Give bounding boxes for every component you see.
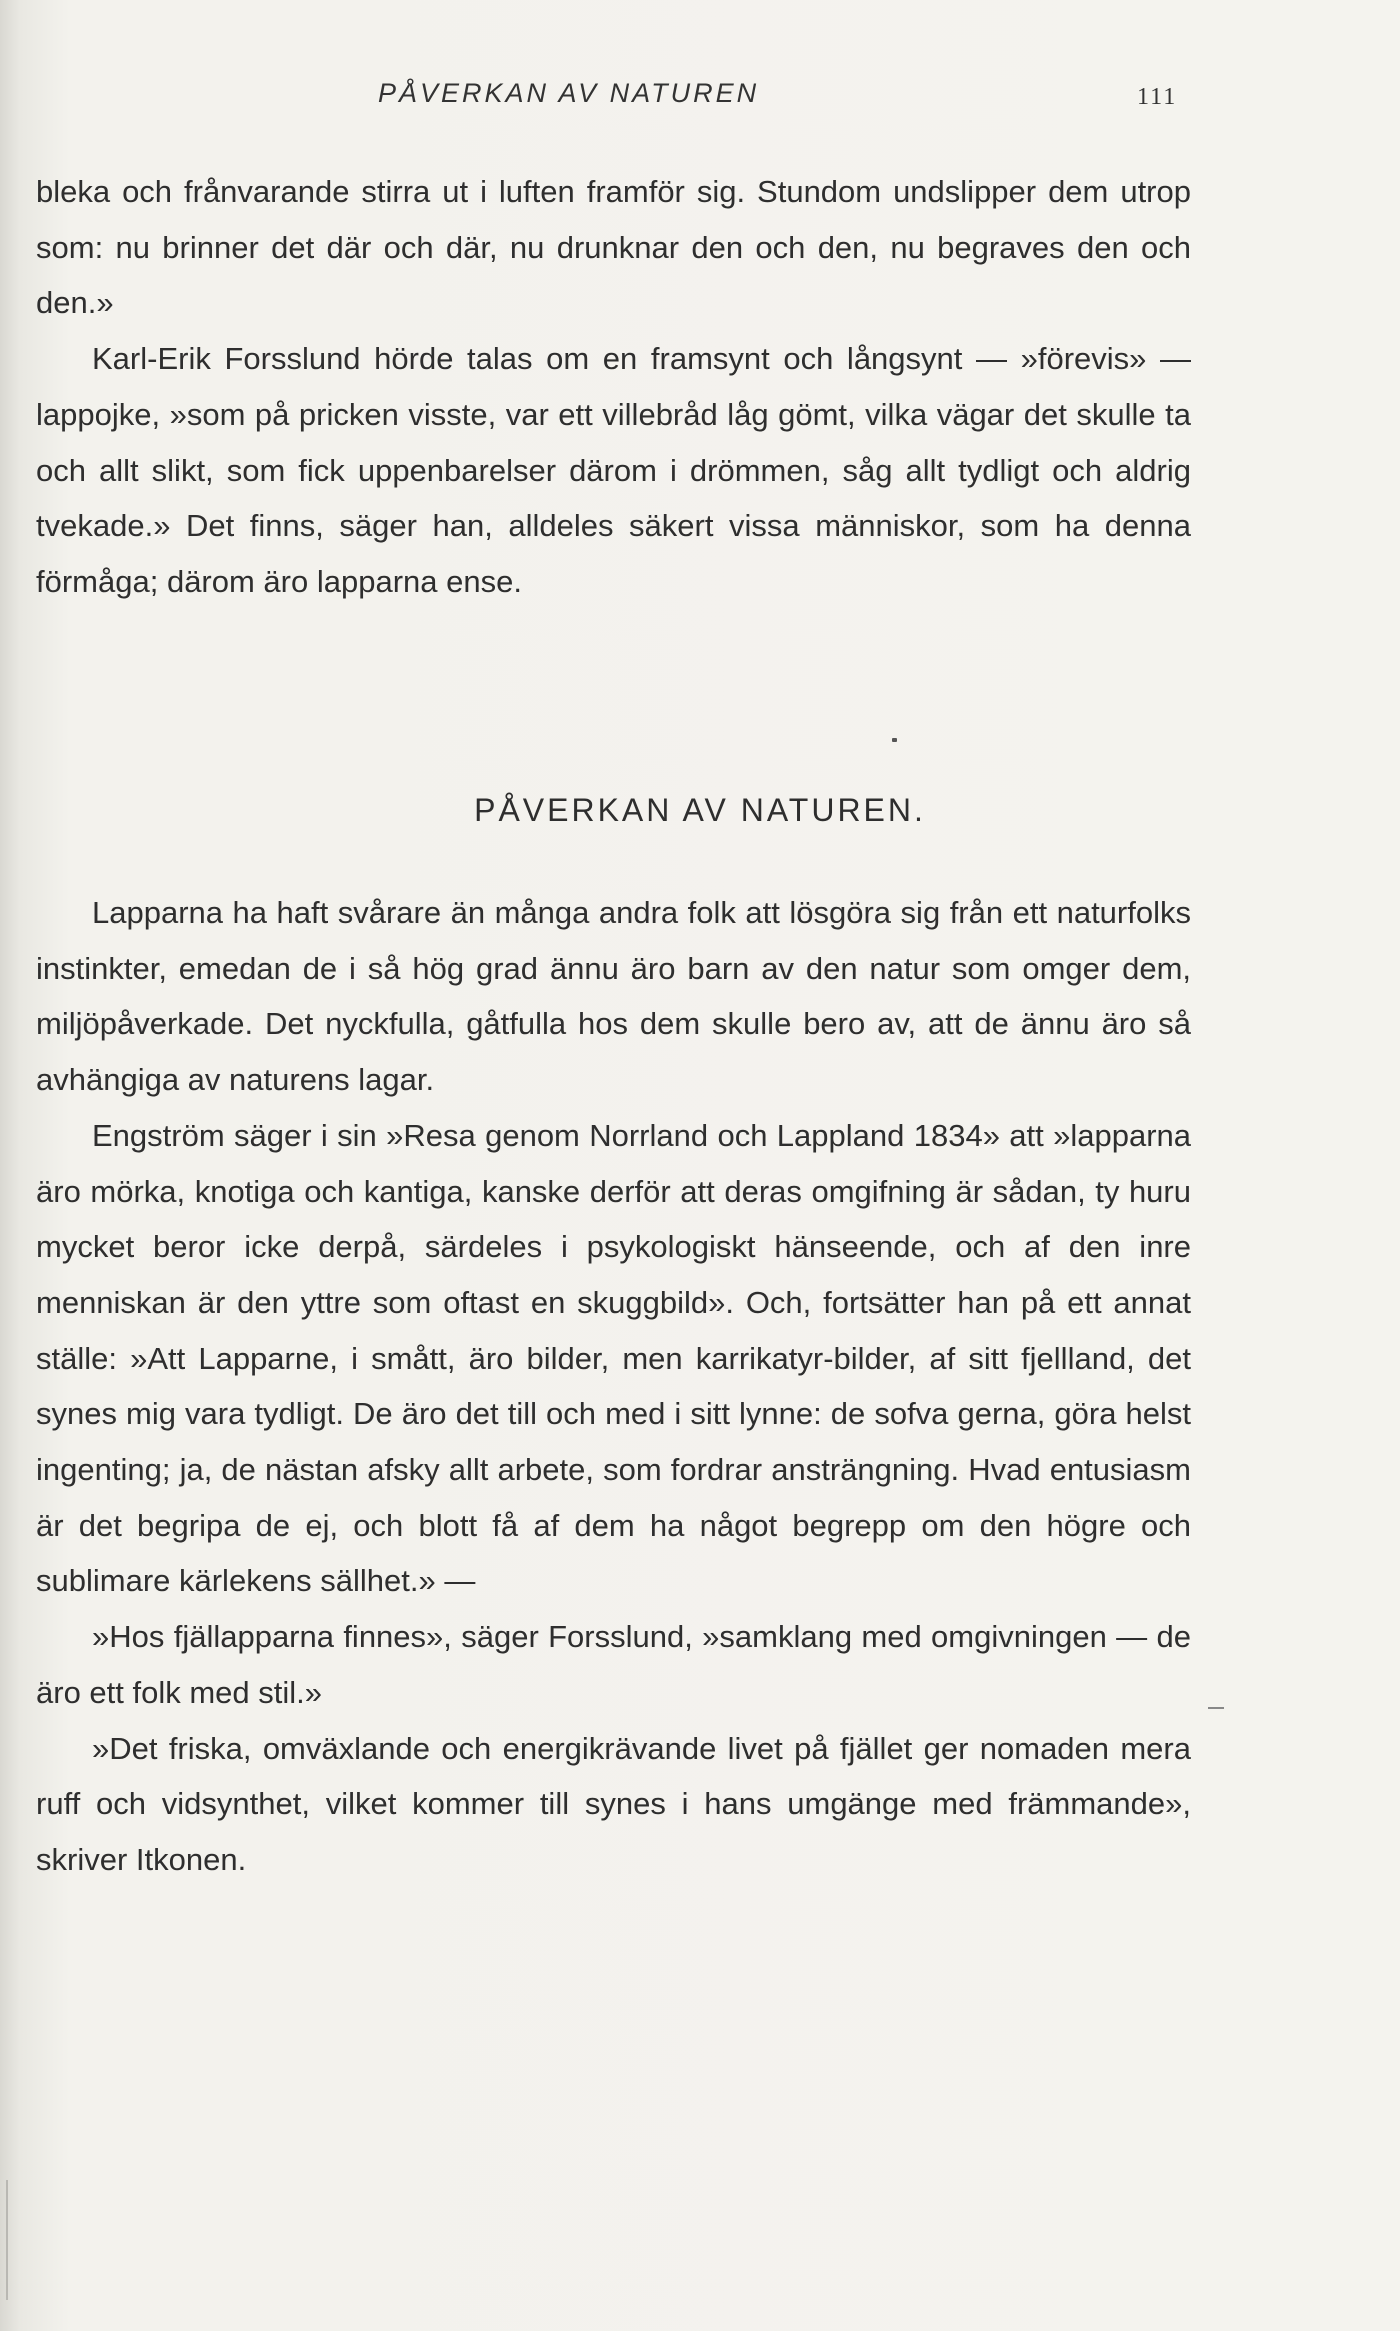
running-head	[0, 78, 1400, 118]
paragraph: Karl-Erik Forsslund hörde talas om en framsynt och långsynt — »förevis» — lappojke, »som på pricken visste, var ett villebråd låg gömt, vilka vägar det skulle ta och allt slikt, som fick uppenbarelser därom i drömmen, såg allt tydligt och aldrig tvekade.» Det finns, säger han, alldeles säkert vissa människor, som ha denna förmåga; därom äro lapparna ense.	[36, 341, 1191, 599]
print-mark	[1208, 1707, 1224, 1709]
paragraph: »Det friska, omväxlande och energikrävande livet på fjället ger nomaden mera ruff och vidsynthet, vilket kommer till synes i hans umgänge med främmande», skriver Itkonen.	[36, 1730, 1191, 1877]
print-speck	[892, 738, 897, 742]
running-title: PÅVERKAN AV NATUREN	[378, 78, 760, 108]
paragraph: Engström säger i sin »Resa genom Norrland och Lappland 1834» att »lapparna äro mörka, knotiga och kantiga, kanske derför att deras omgifning är sådan, ty huru mycket beror icke derpå, särdeles i psykologiskt hänseende, och af den inre menniskan är den yttre som oftast en skuggbild». Och, fortsätter han på ett annat ställe: »Att Lapparne, i smått, äro bilder, men karrikatyr-bilder, af sitt fjellland, det synes mig vara tydligt. De äro det till och med i sitt lynne: de sofva gerna, göra helst ingenting; ja, de nästan afsky allt arbete, som fordrar ansträngning. Hvad entusiasm är det begripa de ej, och blott få af dem ha något begrepp om den högre och sublimare kärlekens sällhet.» —	[36, 1117, 1191, 1599]
paragraph: »Hos fjällapparna finnes», säger Forsslund, »samklang med omgivningen — de äro ett folk med stil.»	[36, 1619, 1191, 1710]
paragraph: bleka och frånvarande stirra ut i luften framför sig. Stundom undslipper dem utrop som: nu brinner det där och där, nu drunknar den och den, nu begraves den och den.»	[36, 174, 1191, 321]
top-text-block	[36, 164, 1191, 610]
section-heading: PÅVERKAN AV NATUREN.	[474, 792, 926, 828]
binding-edge	[6, 2180, 8, 2300]
section-text-block	[36, 885, 1191, 1888]
paragraph: Lapparna ha haft svårare än många andra folk att lösgöra sig från ett naturfolks instinkter, emedan de i så hög grad ännu äro barn av den natur som omger dem, miljöpåverkade. Det nyckfulla, gåtfulla hos dem skulle bero av, att de ännu äro så avhängiga av naturens lagar.	[36, 895, 1191, 1098]
page-number: 111	[1137, 84, 1178, 110]
